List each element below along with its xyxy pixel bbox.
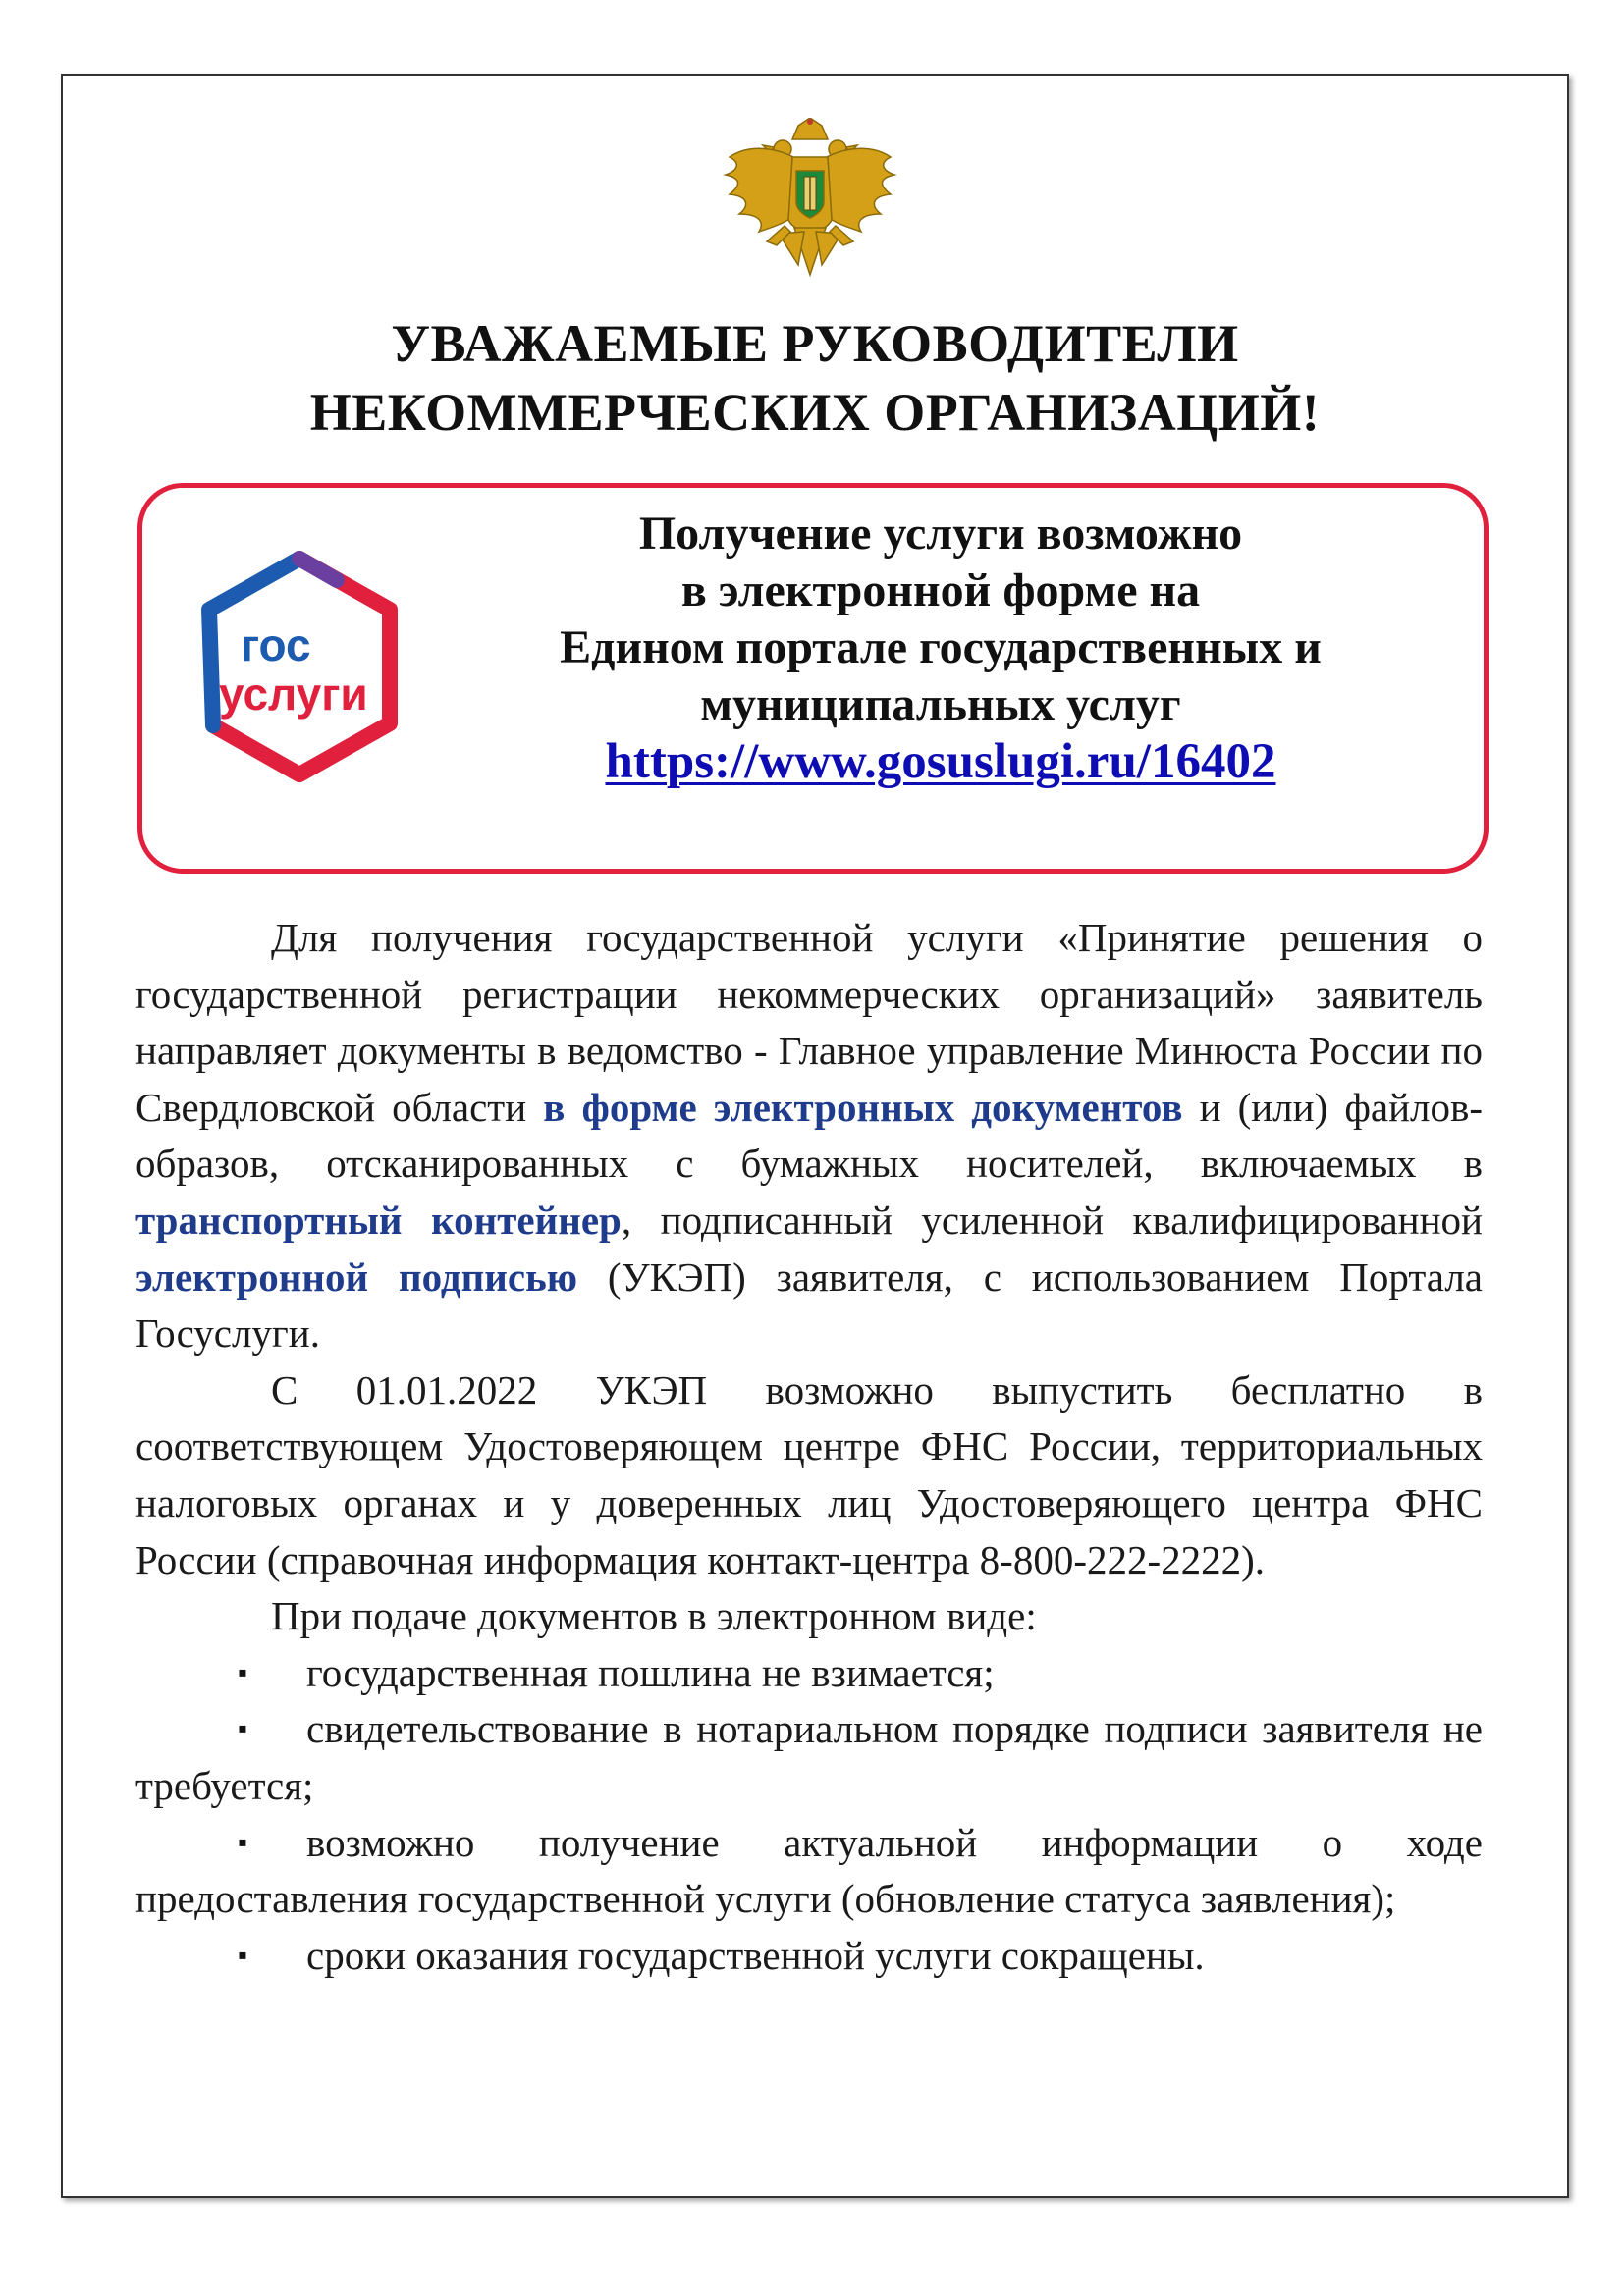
info-line-3: Едином портале государственных и <box>560 621 1322 673</box>
highlight-electronic-documents: в форме электронных документов <box>543 1084 1183 1130</box>
list-item <box>135 1645 1483 1702</box>
gosuslugi-info-box <box>137 483 1489 874</box>
gosuslugi-link[interactable]: https://www.gosuslugi.ru/16402 <box>605 734 1276 789</box>
highlight-electronic-signature: электронной подписью <box>135 1254 578 1300</box>
bullet-icon: ▪ <box>238 1657 247 1688</box>
paragraph-ukep-info: С 01.01.2022 УКЭП возможно выпустить бесплатно в соответствующем Удостоверяющем центре ФНС России, территориальных налоговых органах и у доверенных лиц Удостоверяющего центра ФНС России (справочная информация контакт-центра 8-800-222-2222). <box>135 1366 1483 1582</box>
paragraph-service-description <box>135 910 1483 1362</box>
bullet-text: сроки оказания государственной услуги сокращены. <box>306 1932 1205 1978</box>
headline-line-1: УВАЖАЕМЫЕ РУКОВОДИТЕЛИ <box>391 314 1239 373</box>
list-item <box>135 1928 1483 1985</box>
ministry-eagle-emblem-icon <box>720 118 901 285</box>
body-text <box>135 910 1483 1984</box>
bullet-text: свидетельствование в нотариальном порядке подписи заявителя не требуется; <box>135 1706 1483 1808</box>
bullet-icon: ▪ <box>238 1940 247 1971</box>
bullet-icon: ▪ <box>238 1827 247 1858</box>
info-line-2: в электронной форме на <box>680 564 1201 616</box>
list-item <box>135 1701 1483 1814</box>
paragraph1-part2: и (или) файлов-образов, отсканированных с бумажных носителей, включаемых в <box>135 1084 1483 1187</box>
bullet-text: возможно получение актуальной информации о ходе предоставления государственной услуги (обновление статуса заявления); <box>135 1819 1483 1922</box>
page-headline <box>61 309 1569 447</box>
info-box-text <box>427 506 1454 791</box>
paragraph1-part3: , подписанный усиленной квалифицированной <box>621 1197 1483 1243</box>
list-item <box>135 1815 1483 1928</box>
gosuslugi-logo-icon <box>189 545 410 790</box>
paragraph1-part1: Для получения государственной услуги «Принятие решения о государственной регистрации некоммерческих организаций» заявитель направляет документы в ведомство - Главное управление Минюста России по Свердловской области <box>135 915 1483 1130</box>
info-line-4: муниципальных услуг <box>700 678 1181 730</box>
headline-line-2: НЕКОММЕРЧЕСКИХ ОРГАНИЗАЦИЙ! <box>309 383 1321 442</box>
paragraph1-part4: (УКЭП) заявителя, с использованием Портала Госуслуги. <box>135 1254 1483 1357</box>
logo-text-top: гос <box>241 619 311 670</box>
logo-text-bottom: услуги <box>219 668 368 720</box>
bullet-icon: ▪ <box>238 1714 247 1745</box>
highlight-transport-container: транспортный контейнер <box>135 1197 622 1243</box>
bullet-text: государственная пошлина не взимается; <box>306 1649 995 1695</box>
info-line-1: Получение услуги возможно <box>638 507 1243 560</box>
paragraph-benefits-intro: При подаче документов в электронном виде: <box>271 1593 1037 1639</box>
